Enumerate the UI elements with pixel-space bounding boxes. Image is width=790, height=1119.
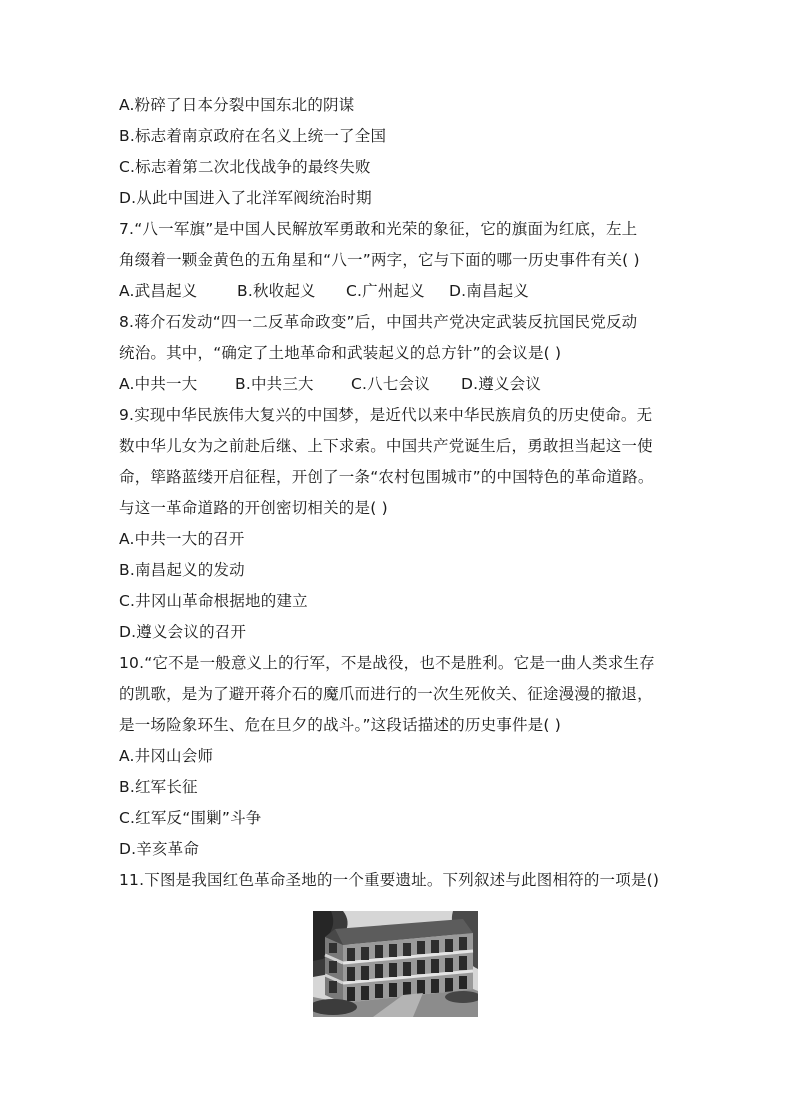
q6-option-b[interactable]: B.标志着南京政府在名义上统一了全国 xyxy=(119,127,387,145)
q7-option-c[interactable]: C.广州起义 xyxy=(346,282,425,300)
q10-option-b[interactable]: B.红军长征 xyxy=(119,778,198,796)
q10-option-d[interactable]: D.辛亥革命 xyxy=(119,840,200,858)
q11-stem: 11.下图是我国红色革命圣地的一个重要遗址。下列叙述与此图相符的一项是() xyxy=(119,871,660,889)
q8-option-d[interactable]: D.遵义会议 xyxy=(461,375,542,393)
q9-stem-line-2: 数中华儿女为之前赴后继、上下求索。中国共产党诞生后，勇敢担当起这一使 xyxy=(119,437,653,455)
question-8 xyxy=(119,307,699,400)
q7-stem-line-1: 7.“八一军旗”是中国人民解放军勇敢和光荣的象征，它的旗面为红底，左上 xyxy=(119,220,638,238)
building-photo xyxy=(313,911,478,1017)
q6-option-d[interactable]: D.从此中国进入了北洋军阀统治时期 xyxy=(119,189,372,207)
exam-page xyxy=(119,90,699,896)
q10-stem-line-1: 10.“它不是一般意义上的行军，不是战役，也不是胜利。它是一曲人类求生存 xyxy=(119,654,655,672)
q9-stem-line-4: 与这一革命道路的开创密切相关的是( ) xyxy=(119,499,388,517)
question-9 xyxy=(119,400,699,648)
q6-option-c[interactable]: C.标志着第二次北伐战争的最终失败 xyxy=(119,158,371,176)
q8-stem-line-1: 8.蒋介石发动“四一二反革命政变”后，中国共产党决定武装反抗国民党反动 xyxy=(119,313,638,331)
q10-option-a[interactable]: A.井冈山会师 xyxy=(119,747,214,765)
q7-options xyxy=(119,276,699,307)
q7-stem-line-2: 角缀着一颗金黄色的五角星和“八一”两字，它与下面的哪一历史事件有关( ) xyxy=(119,251,640,269)
question-7 xyxy=(119,214,699,307)
q7-option-b[interactable]: B.秋收起义 xyxy=(237,282,316,300)
question-10 xyxy=(119,648,699,865)
q9-option-b[interactable]: B.南昌起义的发动 xyxy=(119,561,245,579)
question-6-options xyxy=(119,90,699,214)
q8-options xyxy=(119,369,699,400)
q8-option-b[interactable]: B.中共三大 xyxy=(235,375,314,393)
question-11 xyxy=(119,865,699,896)
q7-option-a[interactable]: A.武昌起义 xyxy=(119,282,198,300)
q7-option-d[interactable]: D.南昌起义 xyxy=(449,282,530,300)
q8-stem-line-2: 统治。其中，“确定了土地革命和武装起义的总方针”的会议是( ) xyxy=(119,344,562,362)
q8-option-a[interactable]: A.中共一大 xyxy=(119,375,198,393)
q9-option-d[interactable]: D.遵义会议的召开 xyxy=(119,623,247,641)
q8-option-c[interactable]: C.八七会议 xyxy=(351,375,430,393)
q9-stem-line-1: 9.实现中华民族伟大复兴的中国梦，是近代以来中华民族肩负的历史使命。无 xyxy=(119,406,653,424)
q10-stem-line-3: 是一场险象环生、危在旦夕的战斗。”这段话描述的历史事件是( ) xyxy=(119,716,562,734)
q9-option-c[interactable]: C.井冈山革命根据地的建立 xyxy=(119,592,308,610)
q9-stem-line-3: 命，筚路蓝缕开启征程，开创了一条“农村包围城市”的中国特色的革命道路。 xyxy=(119,468,654,486)
q9-option-a[interactable]: A.中共一大的召开 xyxy=(119,530,245,548)
q10-option-c[interactable]: C.红军反“围剿”斗争 xyxy=(119,809,262,827)
q10-stem-line-2: 的凯歌，是为了避开蒋介石的魔爪而进行的一次生死攸关、征途漫漫的撤退， xyxy=(119,685,653,703)
q6-option-a[interactable]: A.粉碎了日本分裂中国东北的阴谋 xyxy=(119,96,355,114)
